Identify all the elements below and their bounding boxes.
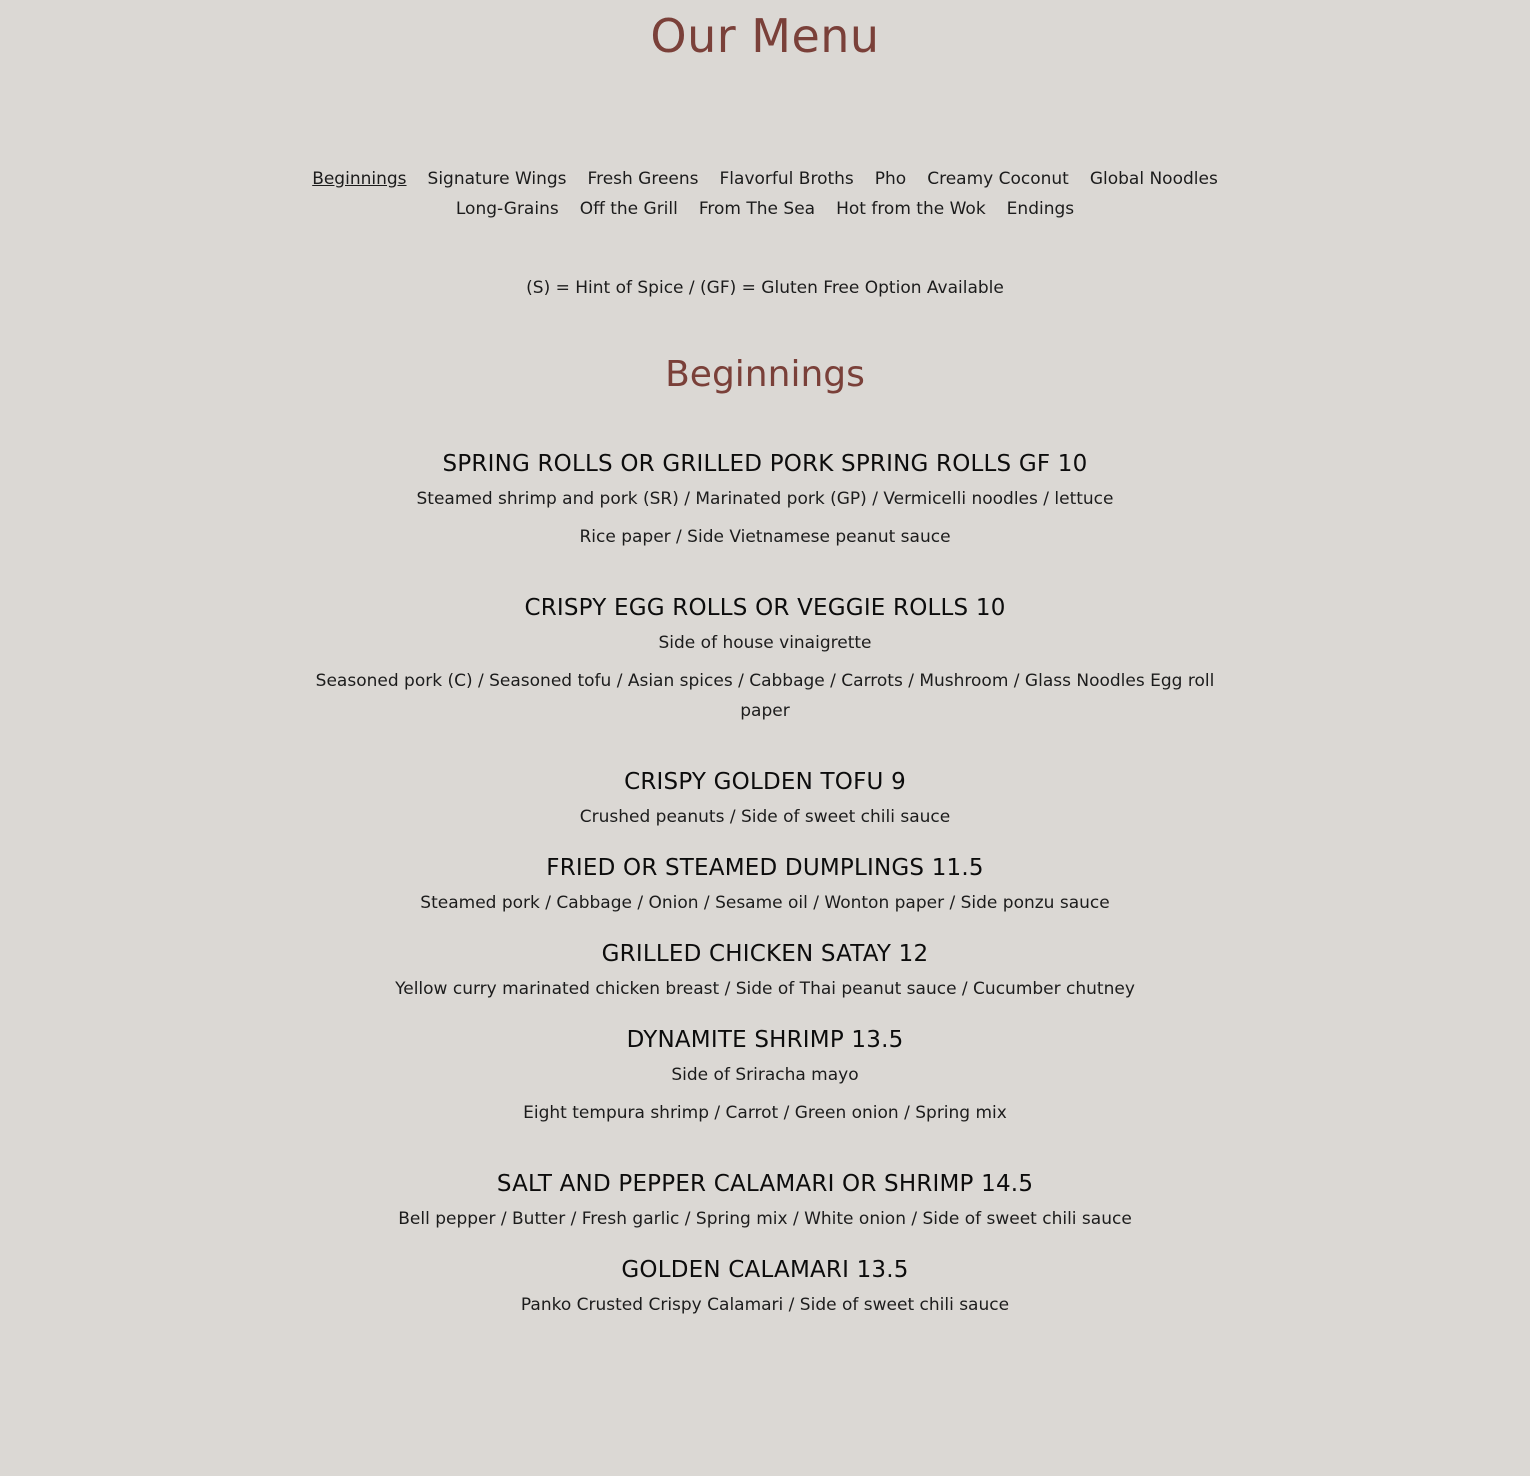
menu-item-description: Bell pepper / Butter / Fresh garlic / Spring mix / White onion / Side of sweet chili sauce	[398, 1209, 1132, 1229]
nav-link-signature-wings[interactable]: Signature Wings	[427, 169, 567, 189]
menu-item-description: Steamed shrimp and pork (SR) / Marinated pork (GP) / Vermicelli noodles / lettuce	[416, 489, 1114, 509]
menu-item-description: Seasoned pork (C) / Seasoned tofu / Asian spices / Cabbage / Carrots / Mushroom / Glass Noodles Egg roll paper	[315, 671, 1215, 721]
nav-link-beginnings[interactable]: Beginnings	[312, 169, 407, 189]
menu-item-description: Yellow curry marinated chicken breast / Side of Thai peanut sauce / Cucumber chutney	[395, 979, 1135, 999]
nav-link-long-grains[interactable]: Long-Grains	[455, 199, 559, 219]
menu-item-description: Steamed pork / Cabbage / Onion / Sesame oil / Wonton paper / Side ponzu sauce	[420, 893, 1110, 913]
dietary-legend: (S) = Hint of Spice / (GF) = Gluten Free Option Available	[526, 278, 1004, 298]
nav-link-fresh-greens[interactable]: Fresh Greens	[587, 169, 699, 189]
menu-item-name: SALT AND PEPPER CALAMARI OR SHRIMP 14.5	[496, 1171, 1034, 1197]
menu-item-name: CRISPY GOLDEN TOFU 9	[624, 769, 906, 795]
menu-item-name: FRIED OR STEAMED DUMPLINGS 11.5	[546, 855, 984, 881]
nav-link-pho[interactable]: Pho	[874, 169, 907, 189]
nav-link-creamy-coconut[interactable]: Creamy Coconut	[927, 169, 1069, 189]
menu-items-list	[300, 446, 1230, 1328]
nav-row-2	[300, 194, 1230, 224]
menu-item-description: Side of Sriracha mayo	[671, 1065, 859, 1085]
menu-category-nav	[300, 164, 1230, 224]
menu-item	[300, 1166, 1230, 1234]
menu-item	[300, 1022, 1230, 1128]
menu-item-name: GRILLED CHICKEN SATAY 12	[601, 941, 929, 967]
menu-item-name: DYNAMITE SHRIMP 13.5	[626, 1027, 904, 1053]
nav-link-endings[interactable]: Endings	[1006, 199, 1075, 219]
menu-item-description: Rice paper / Side Vietnamese peanut sauce	[579, 527, 951, 547]
menu-item	[300, 590, 1230, 726]
menu-item	[300, 446, 1230, 552]
menu-item-name: CRISPY EGG ROLLS OR VEGGIE ROLLS 10	[524, 595, 1006, 621]
menu-item-description: Eight tempura shrimp / Carrot / Green onion / Spring mix	[523, 1103, 1007, 1123]
menu-item	[300, 1252, 1230, 1320]
section-title: Beginnings	[665, 354, 865, 395]
menu-item-description: Panko Crusted Crispy Calamari / Side of sweet chili sauce	[520, 1295, 1010, 1315]
menu-item	[300, 850, 1230, 918]
nav-link-flavorful-broths[interactable]: Flavorful Broths	[719, 169, 854, 189]
nav-link-global-noodles[interactable]: Global Noodles	[1089, 169, 1218, 189]
nav-link-hot-from-the-wok[interactable]: Hot from the Wok	[836, 199, 986, 219]
nav-row-1	[300, 164, 1230, 194]
menu-item	[300, 936, 1230, 1004]
nav-link-from-the-sea[interactable]: From The Sea	[698, 199, 816, 219]
nav-link-off-the-grill[interactable]: Off the Grill	[579, 199, 678, 219]
menu-item	[300, 764, 1230, 832]
menu-item-description: Crushed peanuts / Side of sweet chili sauce	[579, 807, 951, 827]
menu-item-description: Side of house vinaigrette	[658, 633, 872, 653]
page-title: Our Menu	[650, 9, 880, 63]
menu-item-name: GOLDEN CALAMARI 13.5	[621, 1257, 909, 1283]
menu-item-name: SPRING ROLLS OR GRILLED PORK SPRING ROLLS GF 10	[442, 451, 1088, 477]
